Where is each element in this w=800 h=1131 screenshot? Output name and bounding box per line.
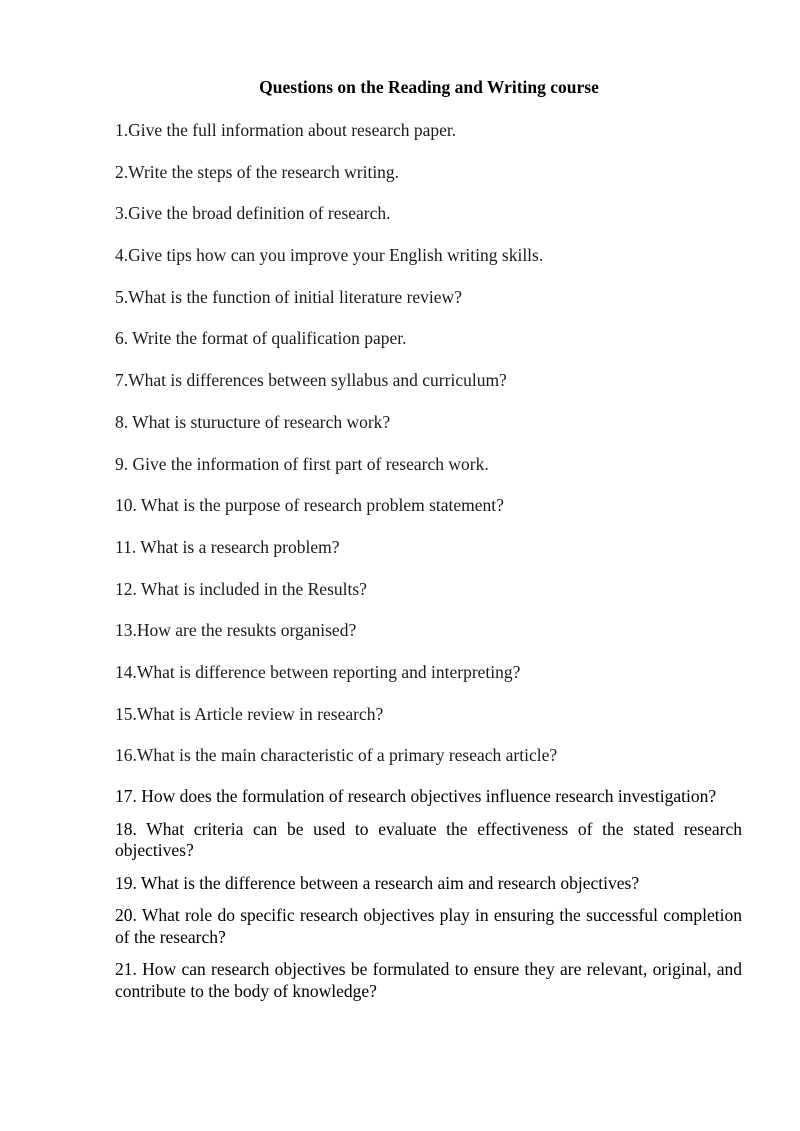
question-item: 5.What is the function of initial literature review? bbox=[115, 286, 462, 307]
question-item: 2.Write the steps of the research writing. bbox=[115, 161, 400, 182]
question-item: 10. What is the purpose of research problem statement? bbox=[115, 495, 504, 516]
question-item: 12. What is included in the Results? bbox=[115, 578, 367, 599]
question-item: 11. What is a research problem? bbox=[115, 536, 340, 557]
question-item: 13.How are the resukts organised? bbox=[115, 620, 357, 641]
question-item: 8. What is sturucture of research work? bbox=[115, 411, 391, 432]
question-item: 16.What is the main characteristic of a primary reseach article? bbox=[115, 745, 558, 766]
question-item: 3.Give the broad definition of research. bbox=[115, 203, 391, 224]
question-item: 7.What is differences between syllabus and curriculum? bbox=[115, 370, 507, 391]
question-item: 1.Give the full information about research paper. bbox=[115, 120, 457, 140]
question-item: 14.What is difference between reporting and interpreting? bbox=[115, 661, 521, 682]
question-item: 4.Give tips how can you improve your English writing skills. bbox=[115, 245, 544, 266]
question-list bbox=[115, 119, 742, 1013]
question-item: 20. What role do specific research objectives play in ensuring the successful completion of the research? bbox=[115, 905, 742, 947]
question-item: 17. How does the formulation of research objectives influence research investigation? bbox=[115, 786, 717, 806]
question-item: 19. What is the difference between a research aim and research objectives? bbox=[115, 872, 640, 893]
question-item: 18. What criteria can be used to evaluate the effectiveness of the stated research objectives? bbox=[115, 818, 742, 860]
question-item: 15.What is Article review in research? bbox=[115, 703, 384, 724]
question-item: 9. Give the information of first part of research work. bbox=[115, 453, 489, 474]
page-title: Questions on the Reading and Writing course bbox=[259, 77, 599, 97]
question-item: 21. How can research objectives be formulated to ensure they are relevant, original, and contribute to the body of knowledge? bbox=[115, 959, 742, 1001]
question-item: 6. Write the format of qualification paper. bbox=[115, 328, 407, 349]
